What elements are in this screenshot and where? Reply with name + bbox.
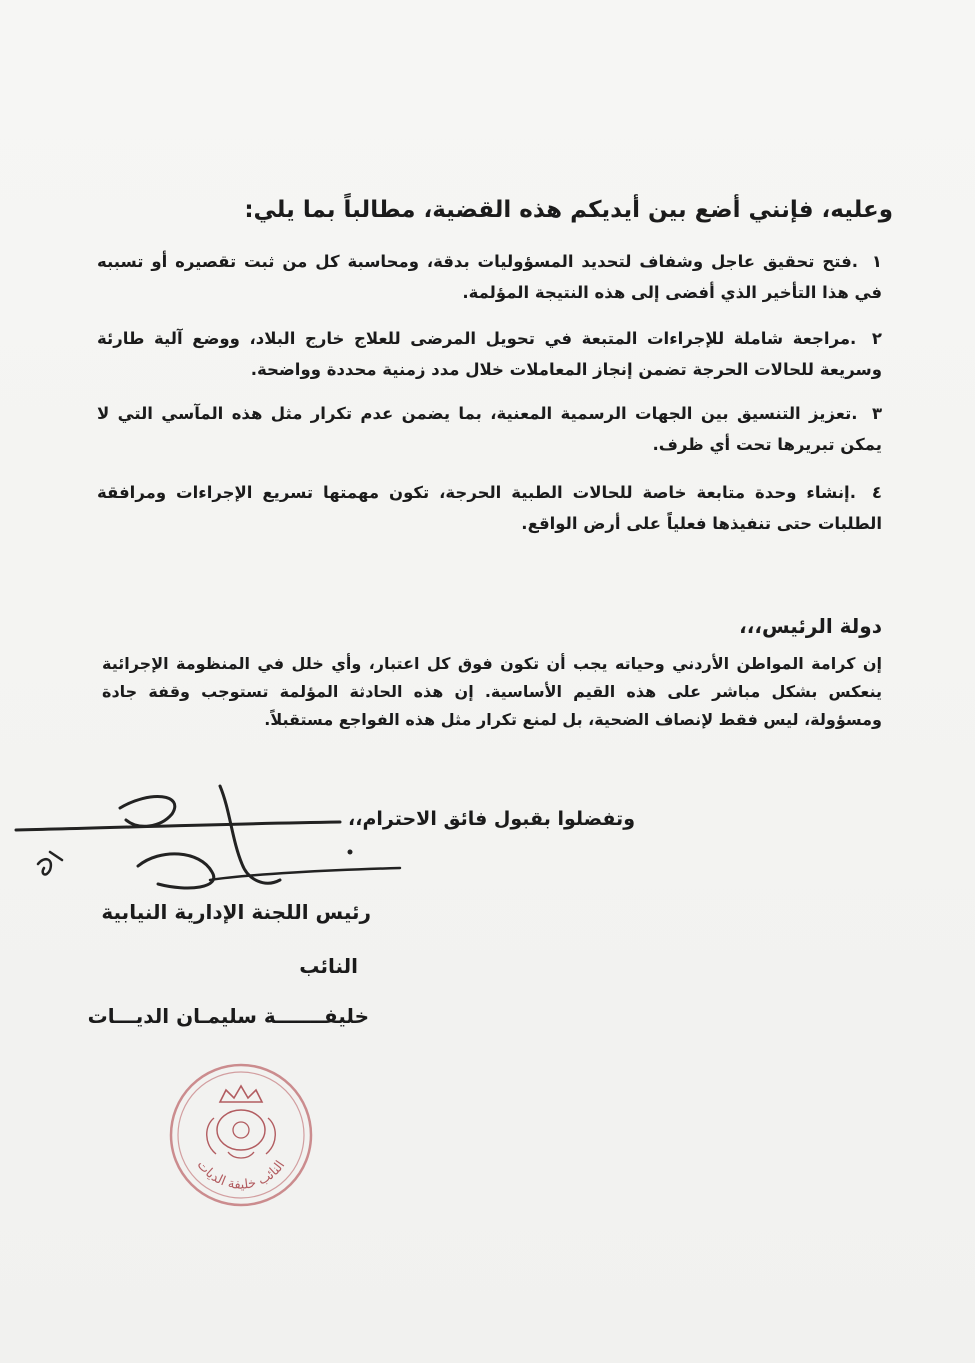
demand-number: ٤ [871,483,882,502]
demand-number: ٢ [871,329,882,348]
demand-item [97,478,882,539]
address-line: دولة الرئيس،،، [739,614,882,638]
demand-text: .إنشاء وحدة متابعة خاصة للحالات الطبية الحرجة، تكون مهمتها تسريع الإجراءات ومرافقة الطلبات حتى تنفيذها فعلياً على أرض الواقع. [97,483,882,533]
signatory-name: خليفـــــــة سليمـان الديـــات [87,1004,369,1028]
demand-number: ١ [871,252,882,271]
seal-text: النائب خليفة الديات [193,1157,289,1193]
signatory-role: النائب [299,954,358,978]
demand-text: .تعزيز التنسيق بين الجهات الرسمية المعنية، بما يضمن عدم تكرار مثل هذه المآسي التي لا يمكن تبريرها تحت أي ظرف. [97,404,882,454]
demands-heading: وعليه، فإنني أضع بين أيديكم هذه القضية، مطالباً بما يلي: [244,197,893,223]
demand-text: .فتح تحقيق عاجل وشفاف لتحديد المسؤوليات بدقة، ومحاسبة كل من ثبت تقصيره أو تسببه في هذا التأخير الذي أفضى إلى هذه النتيجة المؤلمة. [97,252,882,302]
body-paragraph: إن كرامة المواطن الأردني وحياته يجب أن تكون فوق كل اعتبار، وأي خلل في المنظومة الإجرائية ينعكس بشكل مباشر على هذه القيم الأساسية. إن هذه الحادثة المؤلمة تستوجب وقفة جادة ومسؤولة، ليس فقط لإنصاف الضحية، بل لمنع تكرار مثل هذه الفواجع مستقبلاً. [102,654,882,729]
demand-number: ٣ [871,404,883,423]
demand-item [97,247,882,308]
closing-line: وتفضلوا بقبول فائق الاحترام،، [348,808,635,830]
signatory-title: رئيس اللجنة الإدارية النيابية [101,900,371,924]
official-seal-stamp [168,1062,314,1208]
handwritten-signature [10,770,430,910]
demand-text: .مراجعة شاملة للإجراءات المتبعة في تحويل المرضى للعلاج خارج البلاد، ووضع آلية طارئة وسريعة للحالات الحرجة تضمن إنجاز المعاملات خلال مدد زمنية محددة وواضحة. [97,329,882,379]
demand-item [97,324,882,385]
demand-item [97,399,882,460]
